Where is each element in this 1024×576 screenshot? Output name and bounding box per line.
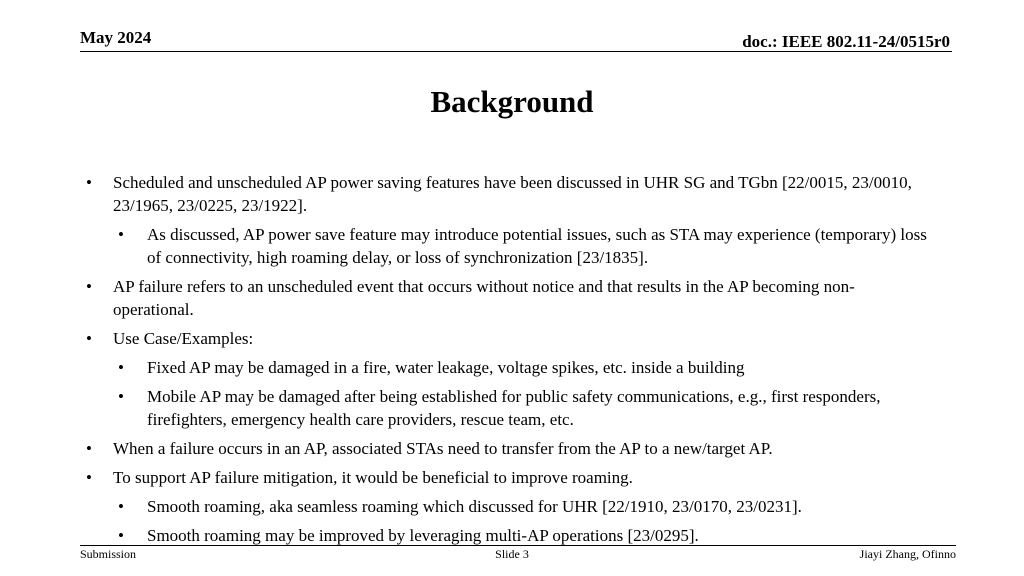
footer-author: Jiayi Zhang, Ofinno xyxy=(859,547,956,561)
header-divider xyxy=(80,51,952,52)
bullet-item xyxy=(82,466,932,489)
header-doc-id: doc.: IEEE 802.11-24/0515r0 xyxy=(742,32,950,51)
bullet-text: Smooth roaming may be improved by leveraging multi-AP operations [23/0295]. xyxy=(147,526,699,545)
sub-bullet-item xyxy=(82,385,932,431)
slide-title: Background xyxy=(430,84,594,119)
bullet-text: As discussed, AP power save feature may introduce potential issues, such as STA may experience (temporary) loss of connectivity, high roaming delay, or loss of synchronization [23/1835]. xyxy=(147,225,927,267)
bullet-text: Smooth roaming, aka seamless roaming which discussed for UHR [22/1910, 23/0170, 23/0231]. xyxy=(147,497,802,516)
bullet-text: When a failure occurs in an AP, associated STAs need to transfer from the AP to a new/target AP. xyxy=(113,439,773,458)
bullet-marker: • xyxy=(86,468,92,487)
footer-divider xyxy=(80,545,956,546)
sub-bullet-item xyxy=(82,223,932,269)
bullet-list xyxy=(82,171,932,553)
bullet-marker: • xyxy=(118,358,124,377)
sub-bullet-item xyxy=(82,356,932,379)
bullet-item xyxy=(82,275,932,321)
bullet-marker: • xyxy=(86,277,92,296)
bullet-marker: • xyxy=(118,526,124,545)
bullet-text: To support AP failure mitigation, it would be beneficial to improve roaming. xyxy=(113,468,633,487)
bullet-marker: • xyxy=(86,173,92,192)
bullet-marker: • xyxy=(118,225,124,244)
bullet-text: Use Case/Examples: xyxy=(113,329,254,348)
bullet-marker: • xyxy=(118,387,124,406)
bullet-item xyxy=(82,171,932,217)
sub-bullet-item xyxy=(82,495,932,518)
bullet-text: Scheduled and unscheduled AP power saving features have been discussed in UHR SG and TGbn [22/0015, 23/0010, 23/1965, 23/0225, 23/1922]. xyxy=(113,173,912,215)
footer-slide-number: Slide 3 xyxy=(495,547,529,561)
bullet-item xyxy=(82,327,932,350)
bullet-text: Mobile AP may be damaged after being established for public safety communications, e.g., first responders, firefighters, emergency health care providers, rescue team, etc. xyxy=(147,387,881,429)
sub-bullet-item xyxy=(82,524,932,547)
bullet-marker: • xyxy=(86,329,92,348)
bullet-text: Fixed AP may be damaged in a fire, water leakage, voltage spikes, etc. inside a building xyxy=(147,358,745,377)
bullet-marker: • xyxy=(118,497,124,516)
header-date: May 2024 xyxy=(80,28,152,47)
bullet-marker: • xyxy=(86,439,92,458)
bullet-item xyxy=(82,437,932,460)
bullet-text: AP failure refers to an unscheduled event that occurs without notice and that results in the AP becoming non-operational. xyxy=(113,277,855,319)
footer-submission: Submission xyxy=(80,547,137,561)
